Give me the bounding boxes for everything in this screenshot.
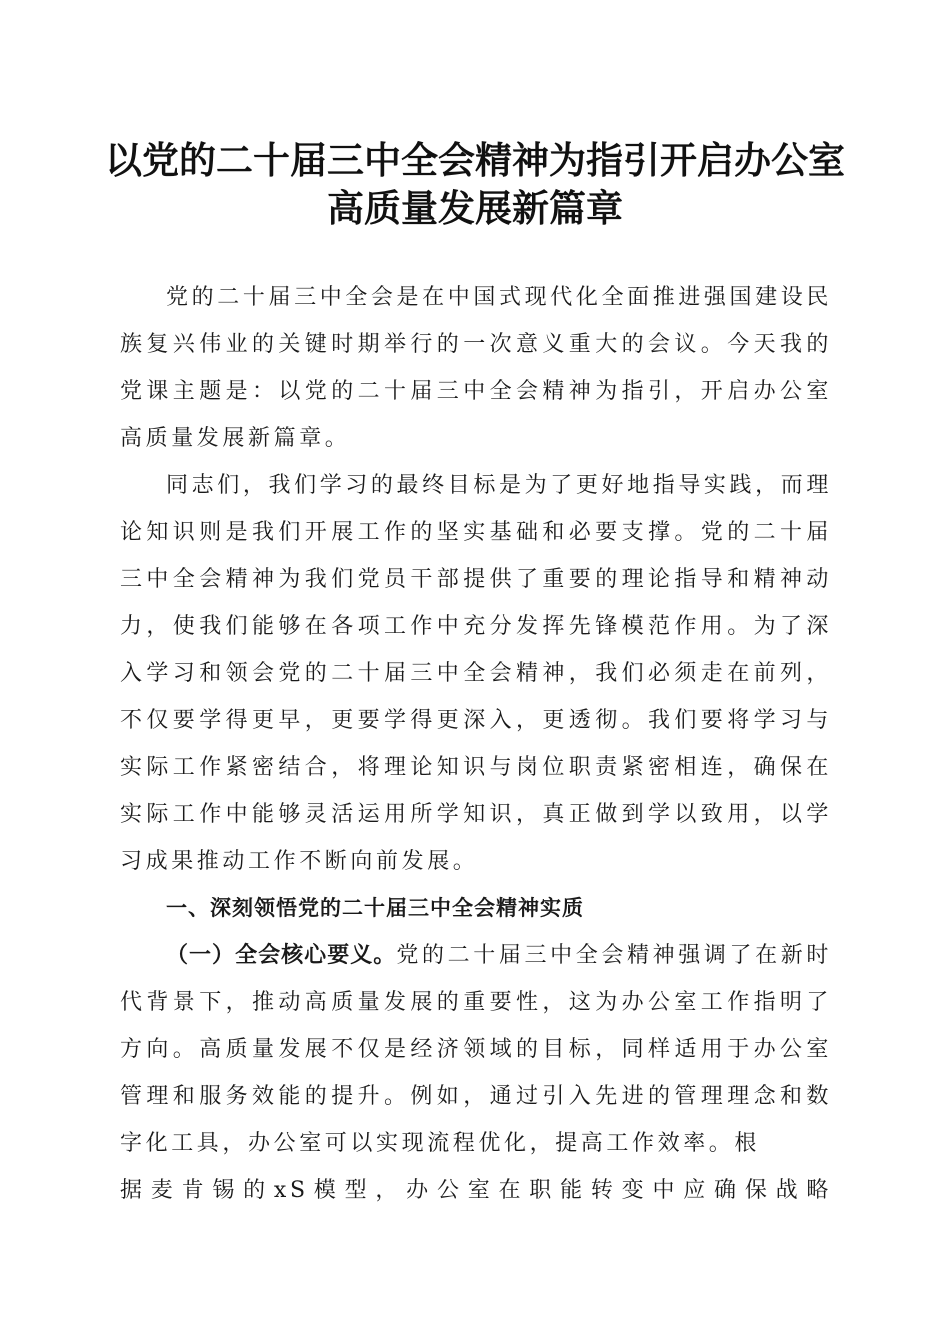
paragraph-study: 同志们，我们学习的最终目标是为了更好地指导实践，而理论知识则是我们开展工作的坚实基础和必要支撑。党的二十届三中全会精神为我们党员干部提供了重要的理论指导和精神动力，使我们能够在各项工作中充分发挥先锋模范作用。为了深入学习和领会党的二十届三中全会精神，我们必须走在前列，不仅要学得更早，更要学得更深入，更透彻。我们要将学习与实际工作紧密结合，将理论知识与岗位职责紧密相连，确保在实际工作中能够灵活运用所学知识，真正做到学以致用，以学习成果推动工作不断向前发展。 — [120, 473, 832, 874]
document-body — [120, 274, 832, 1214]
document-title — [80, 136, 870, 232]
paragraph-last-line: 据麦肯锡的xS模型，办公室在职能转变中应确保战略 — [120, 1178, 832, 1203]
paragraph-core-meaning — [120, 932, 832, 1167]
title-line-1: 以党的二十届三中全会精神为指引开启办公室 — [105, 138, 845, 182]
subsection-label: （一）全会核心要义。 — [166, 943, 397, 968]
title-line-2: 高质量发展新篇章 — [327, 186, 623, 230]
subsection-text: 党的二十届三中全会精神强调了在新时代背景下，推动高质量发展的重要性，这为办公室工作指明了方向。高质量发展不仅是经济领域的目标，同样适用于办公室管理和服务效能的提升。例如，通过引入先进的管理理念和数字化工具，办公室可以实现流程优化，提高工作效率。根 — [120, 943, 832, 1156]
paragraph-intro: 党的二十届三中全会是在中国式现代化全面推进强国建设民族复兴伟业的关键时期举行的一次意义重大的会议。今天我的党课主题是：以党的二十届三中全会精神为指引，开启办公室高质量发展新篇章。 — [120, 285, 832, 451]
section-heading: 一、深刻领悟党的二十届三中全会精神实质 — [166, 896, 584, 920]
